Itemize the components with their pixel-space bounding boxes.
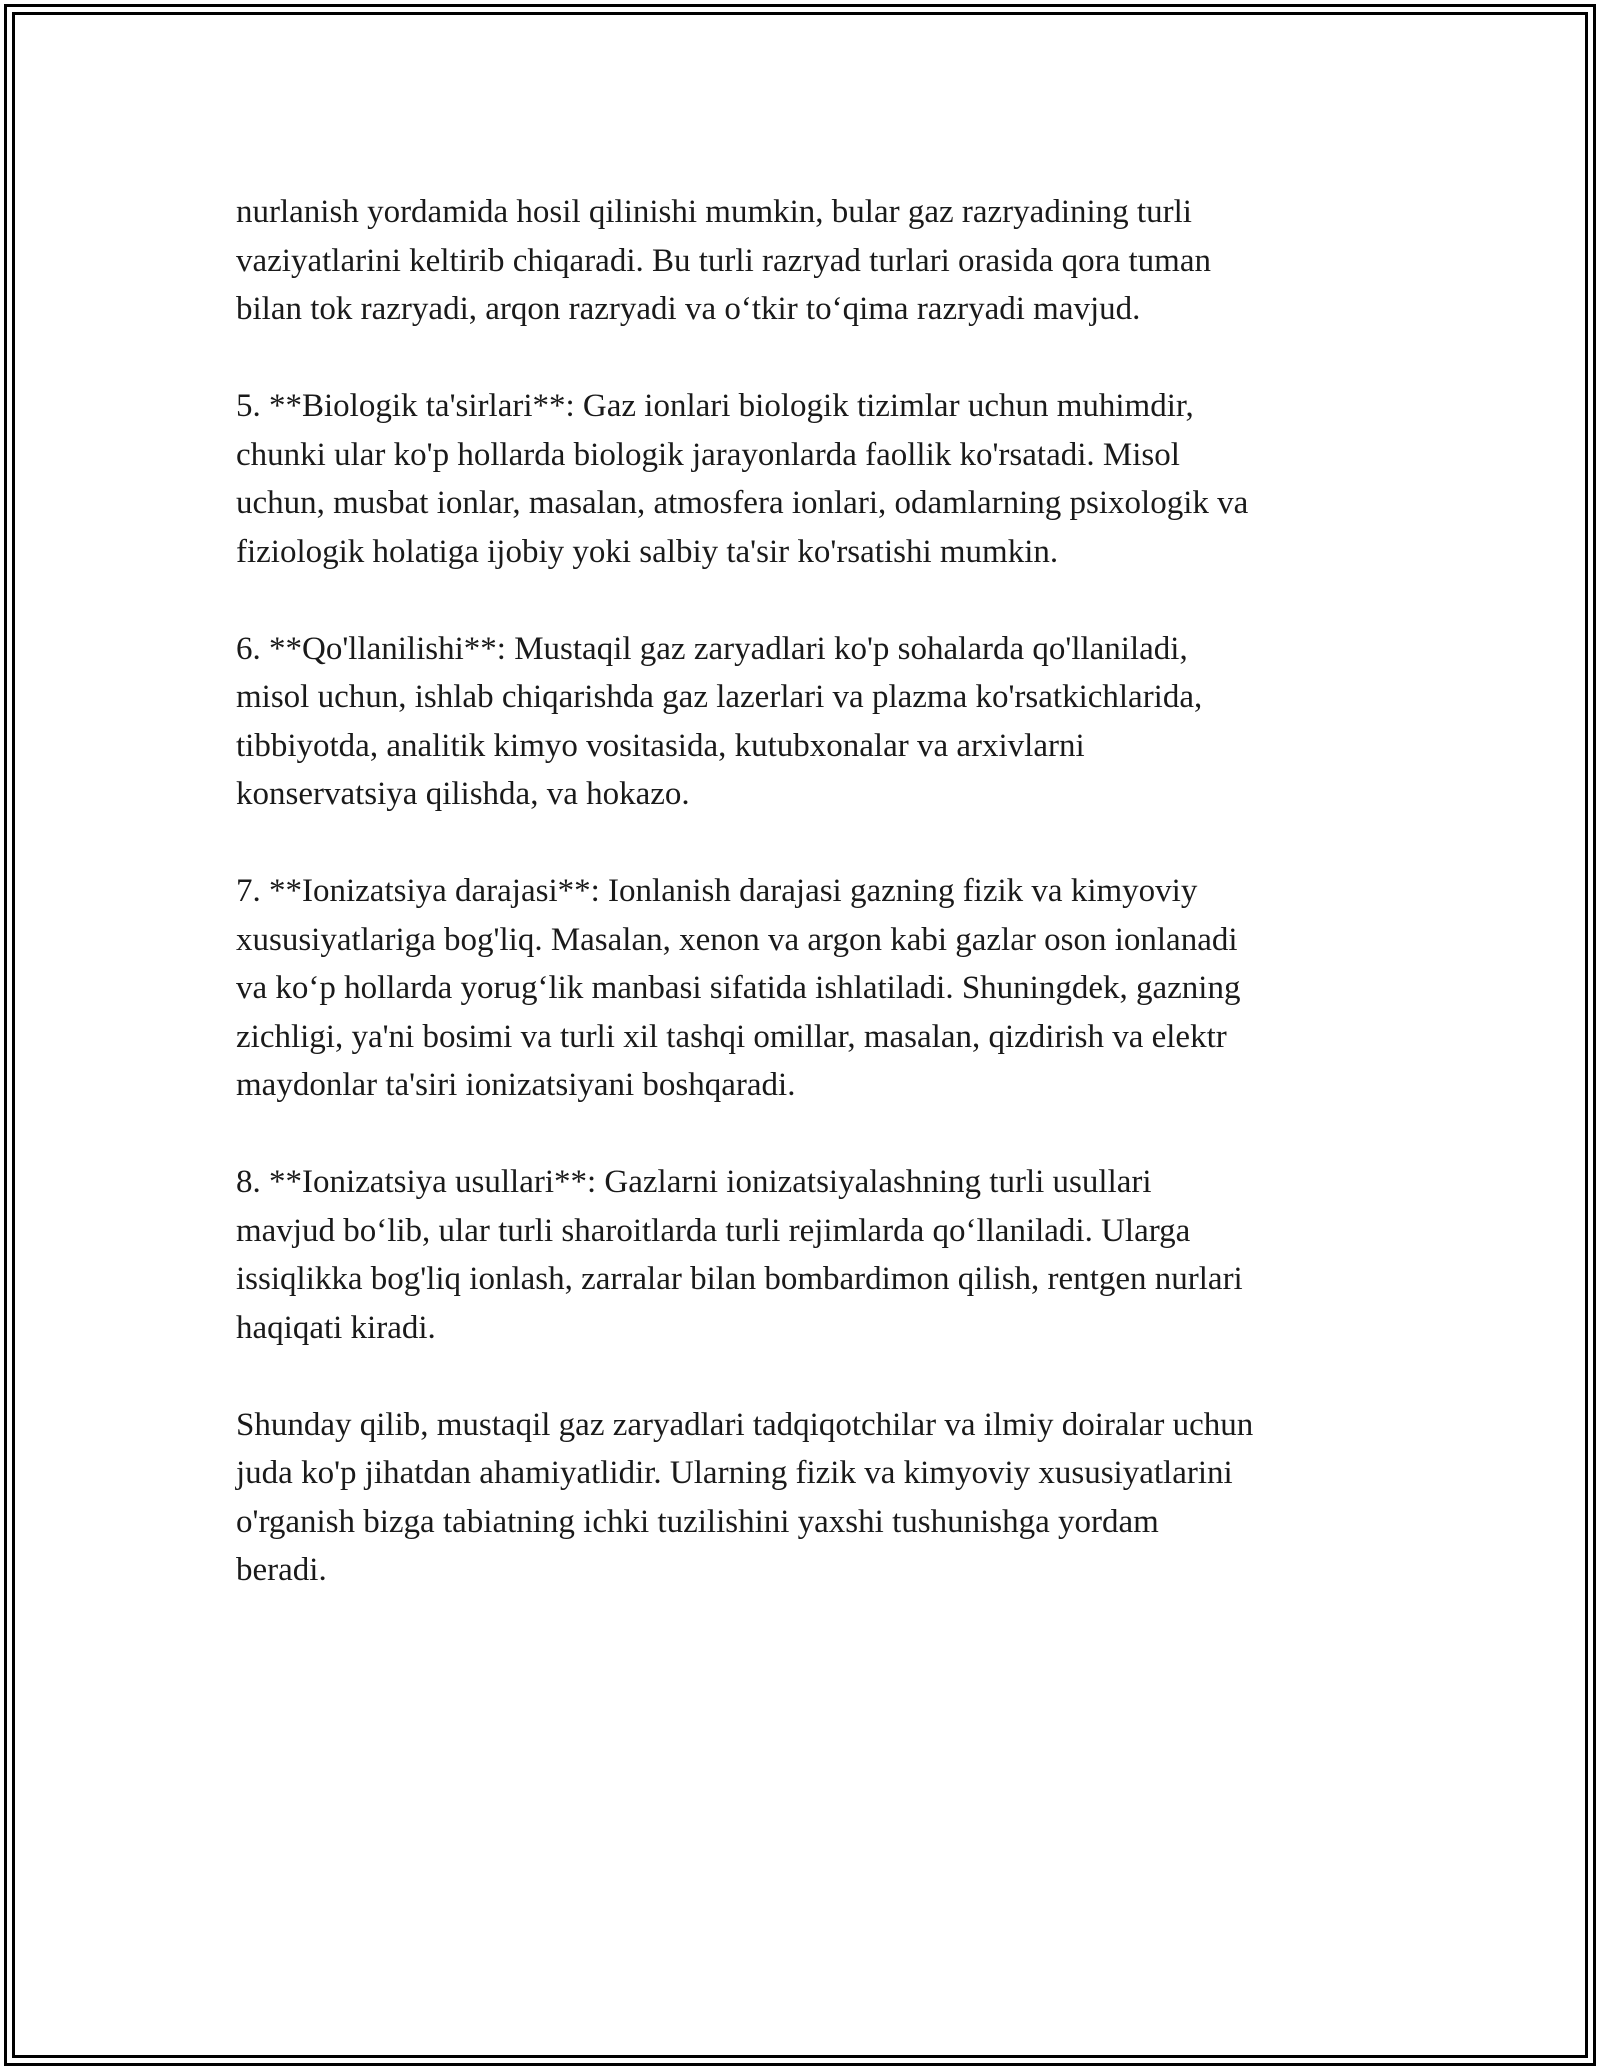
paragraph-conclusion: Shunday qilib, mustaqil gaz zaryadlari tadqiqotchilar va ilmiy doiralar uchun juda ko'p jihatdan ahamiyatlidir. Ularning fizik va kimyoviy xususiyatlarini o'rganish bizga tabiatning ichki tuzilishini yaxshi tushunishga yordam beradi. — [236, 1406, 1254, 1588]
paragraph-qollanilishi: 6. **Qo'llanilishi**: Mustaqil gaz zaryadlari ko'p sohalarda qo'llaniladi, misol uchun, ishlab chiqarishda gaz lazerlari va plazma ko'rsatkichlarida, tibbiyotda, analitik kimyo vositasida, kutubxonalar va arxivlarni konservatsiya qilishda, va hokazo. — [236, 630, 1203, 812]
paragraph-continuation: nurlanish yordamida hosil qilinishi mumkin, bular gaz razryadining turli vaziyatlarini keltirib chiqaradi. Bu turli razryad turlari orasida qora tuman bilan tok razryadi, arqon razryadi va o‘tkir to‘qima razryadi mavjud. — [236, 194, 1211, 327]
paragraph-ionizatsiya-usullari: 8. **Ionizatsiya usullari**: Gazlarni ionizatsiyalashning turli usullari mavjud bo‘lib, ular turli sharoitlarda turli rejimlarda qo‘llaniladi. Ularga issiqlikka bog'liq ionlash, zarralar bilan bombardimon qilish, rentgen nurlari haqiqati kiradi. — [236, 1164, 1243, 1346]
document-body — [236, 188, 1376, 1643]
paragraph-biologik-tasirlari: 5. **Biologik ta'sirlari**: Gaz ionlari biologik tizimlar uchun muhimdir, chunki ular ko'p hollarda biologik jarayonlarda faollik ko'rsatadi. Misol uchun, musbat ionlar, masalan, atmosfera ionlari, odamlarning psixologik va fiziologik holatiga ijobiy yoki salbiy ta'sir ko'rsatishi mumkin. — [236, 388, 1249, 570]
paragraph-ionizatsiya-darajasi: 7. **Ionizatsiya darajasi**: Ionlanish darajasi gazning fizik va kimyoviy xususiyatlariga bog'liq. Masalan, xenon va argon kabi gazlar oson ionlanadi va ko‘p hollarda yorug‘lik manbasi sifatida ishlatiladi. Shuningdek, gazning zichligi, ya'ni bosimi va turli xil tashqi omillar, masalan, qizdirish va elektr maydonlar ta'siri ionizatsiyani boshqaradi. — [236, 873, 1241, 1103]
